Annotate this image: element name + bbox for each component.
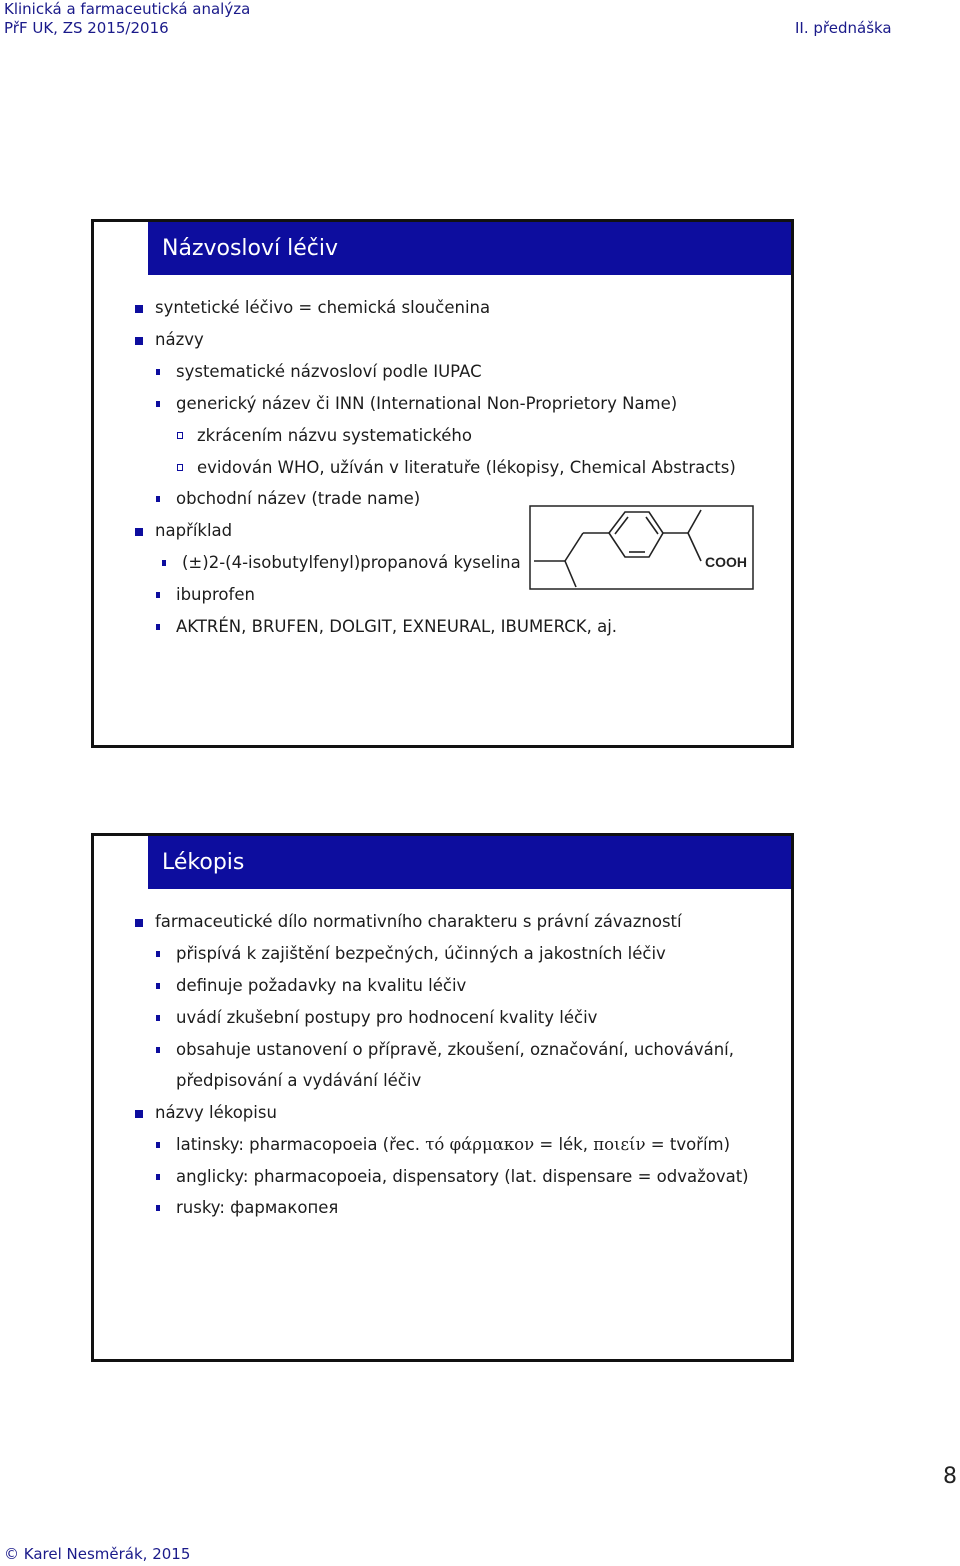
subbullet-line: AKTRÉN, BRUFEN, DOLGIT, EXNEURAL, IBUMERCK, aj. bbox=[176, 617, 618, 636]
footer-copyright: © Karel Nesměrák, 2015 bbox=[4, 1545, 191, 1563]
continuation-line: předpisování a vydávání léčiv bbox=[176, 1071, 422, 1090]
subbullet-line: přispívá k zajištění bezpečných, účinných a jakostních léčiv bbox=[176, 944, 666, 963]
slide-title: Lékopis bbox=[148, 836, 791, 889]
subbullet-line: systematické názvosloví podle IUPAC bbox=[176, 362, 482, 381]
subbullet-line: obsahuje ustanovení o přípravě, zkoušení, označování, uchovávání, bbox=[176, 1040, 734, 1059]
title-gap bbox=[94, 836, 148, 889]
page-number: 8 bbox=[943, 1464, 957, 1489]
subbullet-line: obchodní název (trade name) bbox=[176, 489, 421, 508]
lecture-label: II. přednáška bbox=[795, 19, 892, 37]
subbullet-line: uvádí zkušební postupy pro hodnocení kvality léčiv bbox=[176, 1008, 598, 1027]
subbullet-line-latin bbox=[176, 1135, 730, 1155]
bullet-line: farmaceutické dílo normativního charakteru s právní závazností bbox=[155, 912, 682, 931]
subsubbullet-line: zkrácením názvu systematického bbox=[197, 426, 472, 445]
faculty-term: PřF UK, ZS 2015/2016 bbox=[4, 19, 169, 37]
subbullet-line: definuje požadavky na kvalitu léčiv bbox=[176, 976, 467, 995]
greek-pharmakon: τό φάρμακον bbox=[425, 1135, 535, 1154]
ibuprofen-structure-icon bbox=[529, 505, 755, 595]
course-title: Klinická a farmaceutická analýza bbox=[4, 0, 251, 18]
subbullet-line: (±)2-(4-isobutylfenyl)propanová kyselina bbox=[182, 553, 521, 572]
title-gap bbox=[94, 222, 148, 275]
greek-poiein: ποιείν bbox=[593, 1135, 646, 1154]
slide-nomenclature bbox=[91, 219, 794, 748]
structure-label: COOH bbox=[705, 554, 747, 570]
slide-pharmacopoeia bbox=[91, 833, 794, 1362]
bullet-line: názvy lékopisu bbox=[155, 1103, 277, 1122]
slide-title: Názvosloví léčiv bbox=[148, 222, 791, 275]
bullet-line: názvy bbox=[155, 330, 204, 349]
bullet-line: například bbox=[155, 521, 233, 540]
subbullet-line: rusky: фармакопея bbox=[176, 1198, 339, 1217]
latin-suffix: = tvořím) bbox=[645, 1135, 731, 1154]
latin-prefix: latinsky: pharmacopoeia (řec. bbox=[176, 1135, 426, 1154]
bullet-line: syntetické léčivo = chemická sloučenina bbox=[155, 298, 491, 317]
subbullet-line: ibuprofen bbox=[176, 585, 255, 604]
subbullet-line: anglicky: pharmacopoeia, dispensatory (lat. dispensare = odvažovat) bbox=[176, 1167, 749, 1186]
subbullet-line: generický název či INN (International Non-Proprietory Name) bbox=[176, 394, 678, 413]
latin-mid: = lék, bbox=[534, 1135, 594, 1154]
subsubbullet-line: evidován WHO, užíván v literatuře (lékopisy, Chemical Abstracts) bbox=[197, 458, 736, 477]
